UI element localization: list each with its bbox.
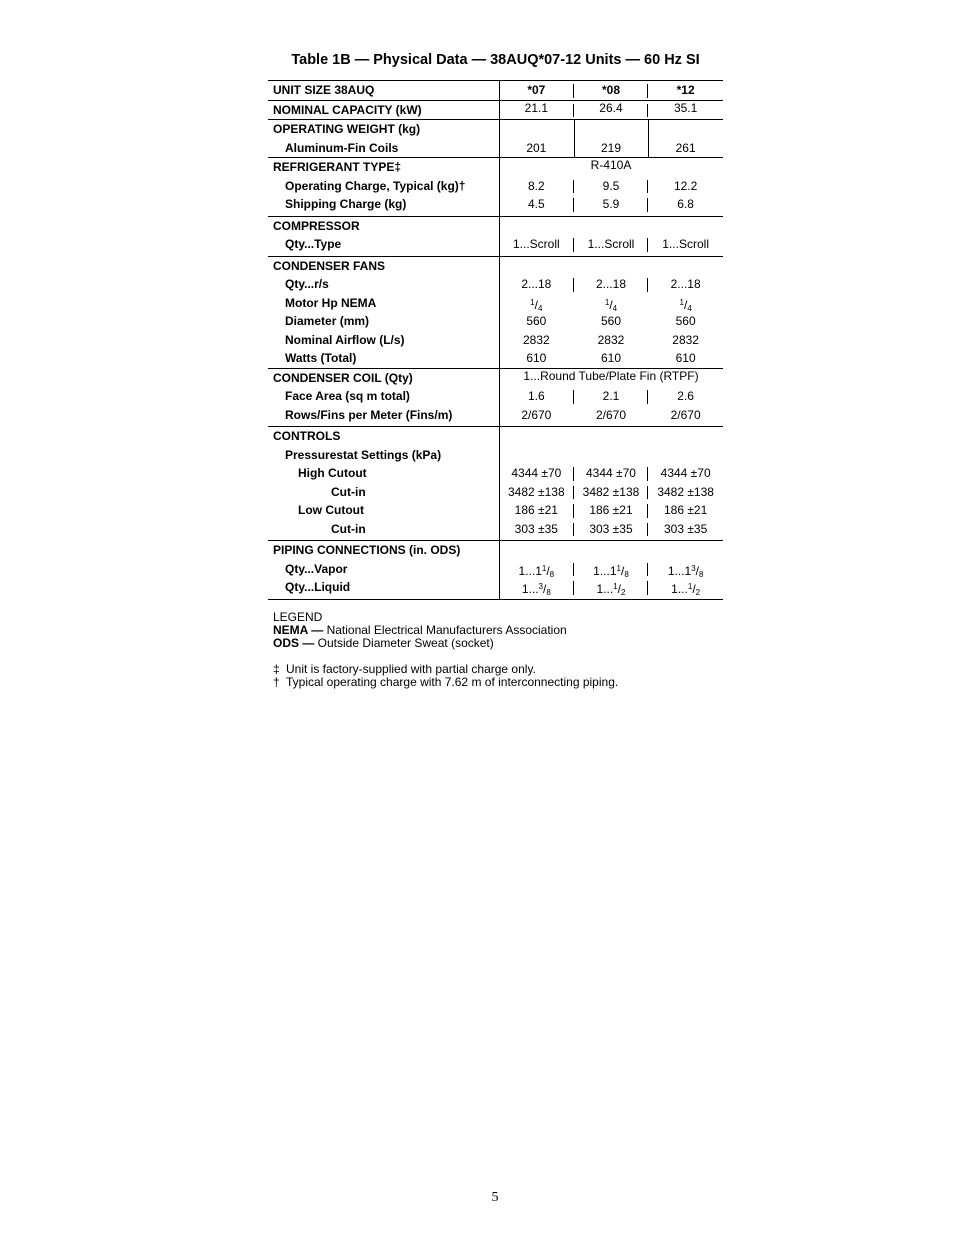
nominal-airflow-07: 2832 xyxy=(522,332,550,347)
motor-hp-12: $^1/_4$ xyxy=(679,297,692,313)
fans-qty-rs-label: Qty...r/s xyxy=(285,277,329,291)
physical-data-table xyxy=(268,80,723,600)
watts-07: 610 xyxy=(526,351,547,365)
operating-charge-08: 9.5 xyxy=(574,177,649,196)
footnote-dagger: † Typical operating charge with 7.62 m of interconnecting piping. xyxy=(273,675,619,689)
legend-item-nema: NEMA — National Electrical Manufacturers Association xyxy=(273,623,567,637)
footnote-double-dagger: ‡ Unit is factory-supplied with partial charge only. xyxy=(273,662,536,676)
controls-label: CONTROLS xyxy=(273,429,341,443)
unit-size-label: UNIT SIZE 38AUQ xyxy=(273,83,375,97)
legend-notes xyxy=(273,611,618,689)
condenser-coil-type: 1...Round Tube/Plate Fin (RTPF) xyxy=(523,368,699,383)
nominal-capacity-label: NOMINAL CAPACITY (kW) xyxy=(273,102,422,117)
low-cutout-07: 186 ±21 xyxy=(499,501,574,520)
low-cutout-12: 186 ±21 xyxy=(663,503,708,517)
pressurestat-label: Pressurestat Settings (kPa) xyxy=(285,447,442,462)
rows-fins-12: 2/670 xyxy=(670,407,701,422)
low-cutout-label: Low Cutout xyxy=(298,503,364,517)
vapor-07: $1...1^1/_8$ xyxy=(499,560,574,579)
vapor-label: Qty...Vapor xyxy=(285,561,348,576)
high-cutout-08: 4344 ±70 xyxy=(574,464,649,483)
legend-item-ods: ODS — Outside Diameter Sweat (socket) xyxy=(273,636,494,650)
operating-weight-08: 219 xyxy=(600,140,621,155)
operating-weight-12: 261 xyxy=(675,140,696,155)
low-cutin-12: 303 ±35 xyxy=(663,521,708,536)
rows-fins-08: 2/670 xyxy=(595,407,626,422)
fan-diameter-label: Diameter (mm) xyxy=(285,314,370,328)
high-cutin-label: Cut-in xyxy=(331,484,366,499)
motor-hp-07: $^1/_4$ xyxy=(530,297,543,313)
nominal-capacity-07: 21.1 xyxy=(499,101,574,120)
shipping-charge-08: 5.9 xyxy=(574,195,649,214)
piping-label: PIPING CONNECTIONS (in. ODS) xyxy=(273,543,461,557)
compressor-12: 1...Scroll xyxy=(662,237,709,251)
aluminum-fin-coils-label: Aluminum-Fin Coils xyxy=(285,140,399,155)
col-12-header: *12 xyxy=(676,83,695,97)
high-cutout-12: 4344 ±70 xyxy=(660,466,711,480)
nominal-airflow-label: Nominal Airflow (L/s) xyxy=(285,332,405,347)
controls-section xyxy=(268,427,723,541)
liquid-12: $1...^1/_2$ xyxy=(671,582,701,597)
rows-fins-label: Rows/Fins per Meter (Fins/m) xyxy=(285,407,453,422)
nominal-capacity-12: 35.1 xyxy=(673,100,698,115)
table-header xyxy=(268,80,723,101)
motor-hp-label: Motor Hp NEMA xyxy=(285,295,377,310)
nominal-airflow-08: 2832 xyxy=(597,332,625,347)
high-cutout-07: 4344 ±70 xyxy=(499,464,574,483)
operating-weight-label: OPERATING WEIGHT (kg) xyxy=(273,122,421,136)
page-number: 5 xyxy=(491,1190,499,1205)
compressor-label: COMPRESSOR xyxy=(273,218,360,233)
legend-heading: LEGEND xyxy=(273,610,323,624)
nominal-airflow-12: 2832 xyxy=(672,332,699,347)
nominal-capacity-08: 26.4 xyxy=(574,101,649,120)
table-title: Table 1B — Physical Data — 38AUQ*07-12 Units — 60 Hz SI xyxy=(291,52,700,68)
liquid-label: Qty...Liquid xyxy=(285,580,351,594)
operating-charge-label: Operating Charge, Typical (kg)† xyxy=(285,178,466,193)
watts-08: 610 xyxy=(600,351,621,365)
shipping-charge-12: 6.8 xyxy=(677,197,694,211)
operating-weight-section xyxy=(268,120,723,158)
low-cutout-08: 186 ±21 xyxy=(574,501,649,520)
condenser-coil-section xyxy=(268,369,723,428)
condenser-fans-section xyxy=(268,257,723,369)
vapor-12: $1...1^3/_8$ xyxy=(667,563,704,579)
col-07-header: *07 xyxy=(499,81,574,100)
fans-qty-07: 2...18 xyxy=(499,275,574,294)
refrigerant-section xyxy=(268,158,723,217)
compressor-08: 1...Scroll xyxy=(574,235,649,254)
condenser-fans-label: CONDENSER FANS xyxy=(273,258,386,273)
face-area-07: 1.6 xyxy=(499,387,574,406)
fans-qty-08: 2...18 xyxy=(574,275,649,294)
watts-12: 610 xyxy=(675,351,696,365)
low-cutin-label: Cut-in xyxy=(331,521,366,536)
refrigerant-type-value: R-410A xyxy=(590,158,632,172)
compressor-section xyxy=(268,217,723,257)
shipping-charge-label: Shipping Charge (kg) xyxy=(285,197,407,211)
condenser-coil-label: CONDENSER COIL (Qty) xyxy=(273,370,413,385)
liquid-08: $1...^1/_2$ xyxy=(574,578,649,597)
low-cutin-08: 303 ±35 xyxy=(574,520,649,539)
rows-fins-07: 2/670 xyxy=(521,407,552,422)
operating-weight-07: 201 xyxy=(526,140,547,155)
fan-diameter-12: 560 xyxy=(675,314,696,328)
low-cutin-07: 303 ±35 xyxy=(499,520,574,539)
face-area-08: 2.1 xyxy=(574,387,649,406)
nominal-capacity-section xyxy=(268,101,723,121)
refrigerant-type-label: REFRIGERANT TYPE‡ xyxy=(273,160,402,174)
liquid-07: $1...^3/_8$ xyxy=(499,578,574,597)
motor-hp-08: $^1/_4$ xyxy=(604,297,618,313)
operating-charge-12: 12.2 xyxy=(673,178,698,193)
col-08-header: *08 xyxy=(574,81,649,100)
compressor-qty-type-label: Qty...Type xyxy=(285,237,342,251)
shipping-charge-07: 4.5 xyxy=(499,195,574,214)
fan-diameter-08: 560 xyxy=(600,314,621,328)
vapor-08: $1...1^1/_8$ xyxy=(574,560,649,579)
face-area-12: 2.6 xyxy=(677,389,694,403)
fans-qty-12: 2...18 xyxy=(670,277,701,291)
compressor-07: 1...Scroll xyxy=(499,235,574,254)
high-cutin-08: 3482 ±138 xyxy=(574,483,649,502)
high-cutin-12: 3482 ±138 xyxy=(657,484,714,499)
operating-charge-07: 8.2 xyxy=(499,177,574,196)
fan-diameter-07: 560 xyxy=(526,314,547,328)
high-cutin-07: 3482 ±138 xyxy=(499,483,574,502)
face-area-label: Face Area (sq m total) xyxy=(285,389,410,403)
piping-section xyxy=(268,541,723,600)
watts-total-label: Watts (Total) xyxy=(285,351,357,365)
high-cutout-label: High Cutout xyxy=(298,466,367,480)
